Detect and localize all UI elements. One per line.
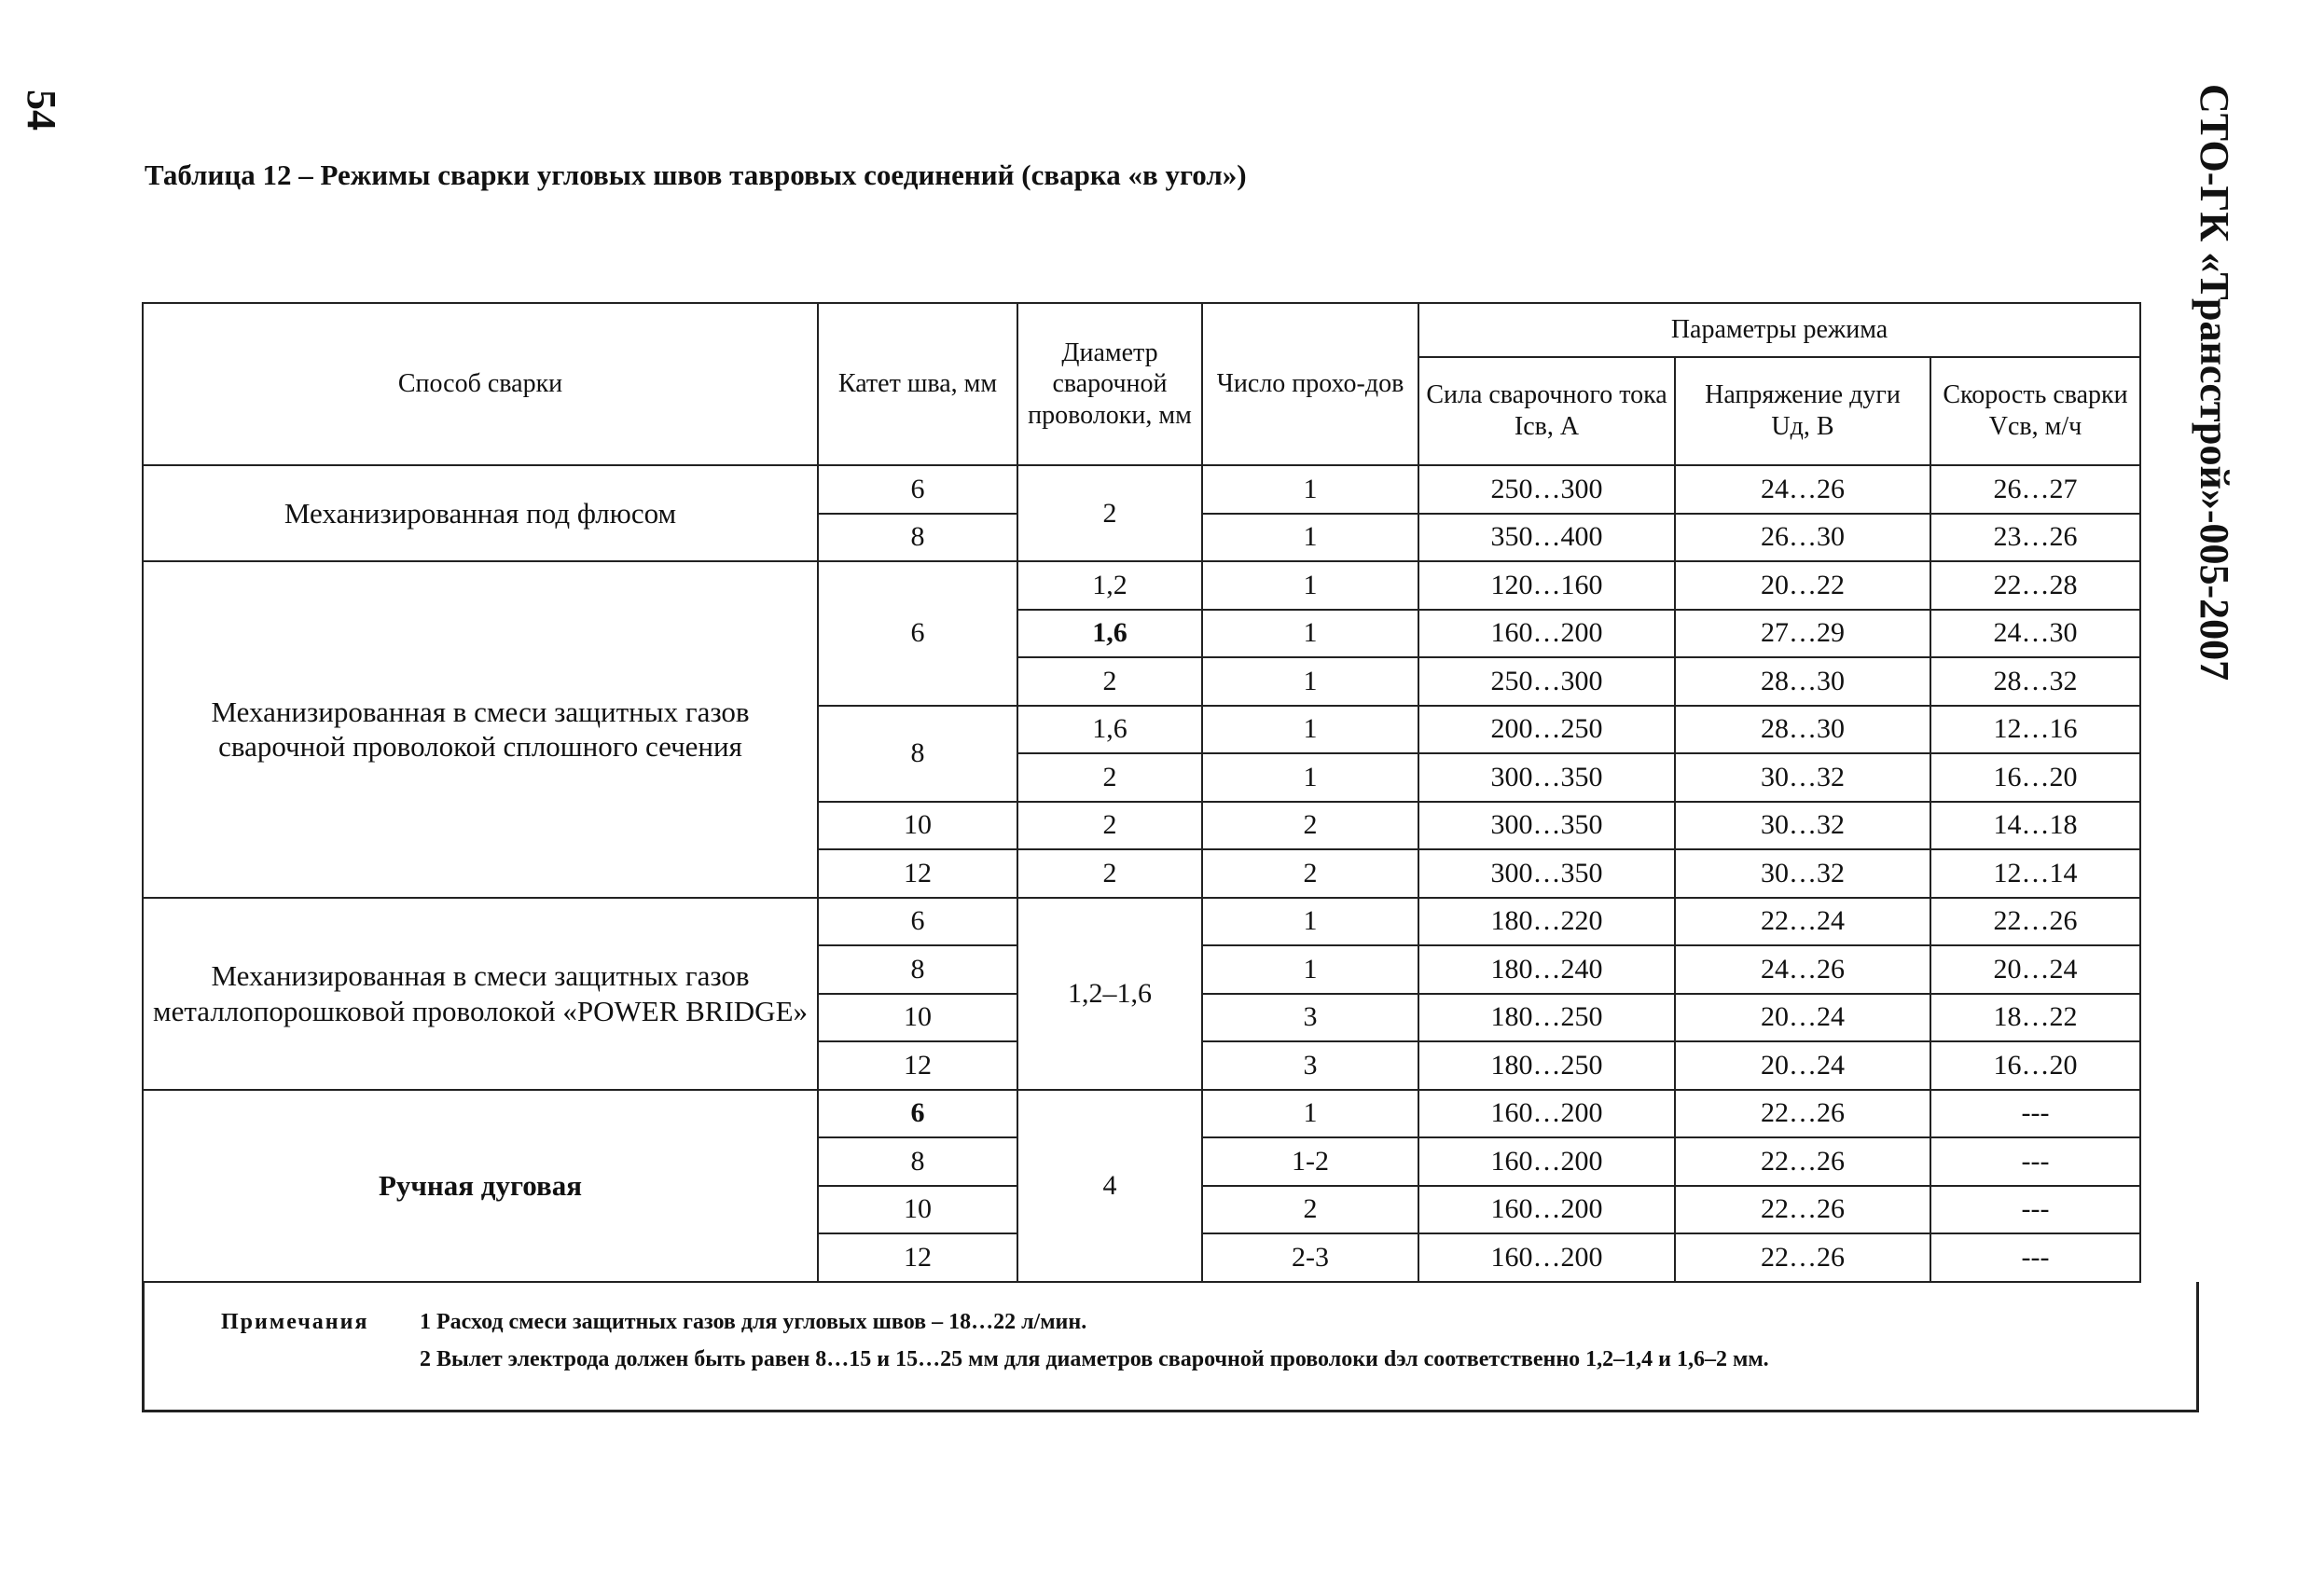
passes-cell: 1 [1202,657,1418,706]
note-item: 2 Вылет электрода должен быть равен 8…15 и 15…25 мм для диаметров сварочной проволоки dэл соответственно 1,2–1,4 и 1,6–2 мм. [420,1347,1769,1371]
diameter-cell: 1,6 [1017,610,1202,658]
header-speed [1930,357,2140,465]
speed-cell: 18…22 [1930,994,2140,1042]
speed-cell: 23…26 [1930,514,2140,562]
current-cell: 300…350 [1418,849,1675,898]
page-number: 54 [19,90,64,131]
speed-cell: 20…24 [1930,945,2140,994]
speed-cell: 14…18 [1930,802,2140,850]
voltage-cell: 24…26 [1675,465,1930,514]
voltage-cell: 24…26 [1675,945,1930,994]
diameter-cell: 1,6 [1017,706,1202,754]
voltage-cell: 27…29 [1675,610,1930,658]
voltage-cell: 22…26 [1675,1090,1930,1138]
speed-cell: 16…20 [1930,1041,2140,1090]
voltage-cell: 26…30 [1675,514,1930,562]
header-voltage-label: Напряжение дуги [1705,380,1901,410]
speed-cell: 22…28 [1930,561,2140,610]
header-voltage-unit: Uд, В [1771,412,1834,441]
header-parameters: Параметры режима [1418,303,2140,357]
passes-cell: 1 [1202,465,1418,514]
speed-cell: --- [1930,1090,2140,1138]
speed-cell: 24…30 [1930,610,2140,658]
current-cell: 120…160 [1418,561,1675,610]
header-speed-unit: Vсв, м/ч [1988,412,2082,441]
current-cell: 200…250 [1418,706,1675,754]
current-cell: 160…200 [1418,1137,1675,1186]
passes-cell: 1 [1202,945,1418,994]
leg-cell: 10 [818,802,1017,850]
passes-cell: 2 [1202,1186,1418,1234]
passes-cell: 3 [1202,1041,1418,1090]
leg-cell: 6 [818,1090,1017,1138]
passes-cell: 1-2 [1202,1137,1418,1186]
current-cell: 180…250 [1418,1041,1675,1090]
speed-cell: 16…20 [1930,753,2140,802]
method-cell: Механизированная в смеси защитных газов металлопорошковой проволокой «POWER BRIDGE» [143,898,818,1090]
document-code: СТО-ГК «Трансстрой»-005-2007 [2192,84,2237,682]
current-cell: 300…350 [1418,753,1675,802]
header-method: Способ сварки [143,303,818,465]
header-speed-label: Скорость сварки [1943,380,2128,410]
voltage-cell: 22…26 [1675,1233,1930,1282]
welding-modes-table [142,302,2141,1283]
speed-cell: 28…32 [1930,657,2140,706]
diameter-cell: 4 [1017,1090,1202,1282]
header-current [1418,357,1675,465]
current-cell: 180…220 [1418,898,1675,946]
speed-cell: 12…14 [1930,849,2140,898]
speed-cell: 12…16 [1930,706,2140,754]
current-cell: 160…200 [1418,1090,1675,1138]
header-current-unit: Iсв, А [1514,412,1580,441]
header-passes: Число прохо-дов [1202,303,1418,465]
current-cell: 300…350 [1418,802,1675,850]
diameter-cell: 2 [1017,657,1202,706]
table-row [143,465,2140,514]
diameter-cell: 1,2 [1017,561,1202,610]
notes-block [142,1282,2199,1412]
current-cell: 350…400 [1418,514,1675,562]
current-cell: 180…240 [1418,945,1675,994]
voltage-cell: 30…32 [1675,849,1930,898]
header-voltage [1675,357,1930,465]
diameter-cell: 2 [1017,753,1202,802]
leg-cell: 6 [818,898,1017,946]
notes-label: Примечания [221,1310,369,1334]
leg-cell: 8 [818,1137,1017,1186]
voltage-cell: 22…24 [1675,898,1930,946]
method-cell: Ручная дуговая [143,1090,818,1282]
voltage-cell: 22…26 [1675,1186,1930,1234]
leg-cell: 8 [818,514,1017,562]
speed-cell: 22…26 [1930,898,2140,946]
speed-cell: --- [1930,1186,2140,1234]
leg-cell: 6 [818,465,1017,514]
passes-cell: 1 [1202,1090,1418,1138]
table-row [143,898,2140,946]
note-item: 1 Расход смеси защитных газов для угловых швов – 18…22 л/мин. [420,1310,1087,1334]
passes-cell: 3 [1202,994,1418,1042]
leg-cell: 10 [818,1186,1017,1234]
current-cell: 250…300 [1418,465,1675,514]
table-row [143,561,2140,610]
diameter-cell: 1,2–1,6 [1017,898,1202,1090]
header-current-label: Сила сварочного тока [1426,380,1667,410]
passes-cell: 1 [1202,706,1418,754]
leg-cell: 12 [818,1233,1017,1282]
current-cell: 180…250 [1418,994,1675,1042]
passes-cell: 1 [1202,610,1418,658]
voltage-cell: 20…24 [1675,1041,1930,1090]
passes-cell: 1 [1202,561,1418,610]
header-wire-diameter: Диаметр сварочной проволоки, мм [1017,303,1202,465]
voltage-cell: 28…30 [1675,657,1930,706]
passes-cell: 2-3 [1202,1233,1418,1282]
table-caption: Таблица 12 – Режимы сварки угловых швов тавровых соединений (сварка «в угол») [145,158,1247,191]
diameter-cell: 2 [1017,465,1202,561]
voltage-cell: 22…26 [1675,1137,1930,1186]
speed-cell: 26…27 [1930,465,2140,514]
current-cell: 250…300 [1418,657,1675,706]
speed-cell: --- [1930,1233,2140,1282]
voltage-cell: 30…32 [1675,753,1930,802]
leg-cell: 10 [818,994,1017,1042]
voltage-cell: 28…30 [1675,706,1930,754]
leg-cell: 6 [818,561,1017,706]
passes-cell: 1 [1202,898,1418,946]
current-cell: 160…200 [1418,1233,1675,1282]
leg-cell: 8 [818,945,1017,994]
leg-cell: 8 [818,706,1017,802]
voltage-cell: 20…24 [1675,994,1930,1042]
leg-cell: 12 [818,849,1017,898]
method-cell: Механизированная в смеси защитных газов сварочной проволокой сплошного сечения [143,561,818,898]
header-leg: Катет шва, мм [818,303,1017,465]
diameter-cell: 2 [1017,802,1202,850]
speed-cell: --- [1930,1137,2140,1186]
passes-cell: 1 [1202,753,1418,802]
table-row [143,1090,2140,1138]
passes-cell: 2 [1202,849,1418,898]
voltage-cell: 20…22 [1675,561,1930,610]
current-cell: 160…200 [1418,1186,1675,1234]
leg-cell: 12 [818,1041,1017,1090]
passes-cell: 2 [1202,802,1418,850]
method-cell: Механизированная под флюсом [143,465,818,561]
passes-cell: 1 [1202,514,1418,562]
voltage-cell: 30…32 [1675,802,1930,850]
diameter-cell: 2 [1017,849,1202,898]
current-cell: 160…200 [1418,610,1675,658]
